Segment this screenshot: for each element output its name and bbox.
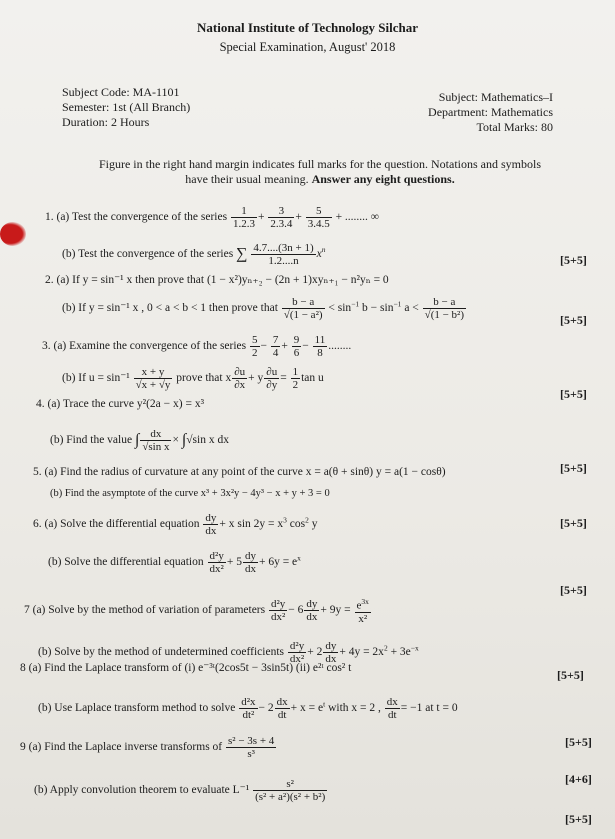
question-2a: 2. (a) If y = sin⁻¹ x then prove that (1 − x²)yₙ₊₂ − (2n + 1)xyₙ₊₁ − n²yₙ = 0: [45, 274, 389, 286]
question-9a: 9 (a) Find the Laplace inverse transforms of $\frac{\text{s² − 3s + 4}}{\text{s³}}$: [20, 735, 275, 760]
question-9b: (b) Apply convolution theorem to evaluate L⁻¹ $\frac{\text{s²}}{\text{(s² + a²)(s² + b²)}}$: [34, 778, 326, 803]
marks-last: [5+5]: [565, 812, 592, 826]
question-2b: (b) If y = sin⁻¹ x , 0 < a < b < 1 then prove that $\frac{b - a}{\text{√(1 − a²)}}$ < $\sin^{-1} b - \sin^{-1} a$ < $\frac{b - a}{\text{√(1 − b²)}}$: [62, 296, 465, 321]
instructions-line2: have their usual meaning.: [185, 172, 309, 186]
institute-title: National Institute of Technology Silchar: [196, 20, 419, 35]
marks-q5: [5+5]: [560, 461, 587, 475]
right-meta: [428, 90, 553, 135]
left-meta: [62, 85, 190, 130]
question-4b: (b) Find the value ∫ $\frac{dx}{\text{√sin x}}$ × ∫√sin x dx: [50, 428, 229, 453]
semester: Semester: 1st (All Branch): [62, 100, 191, 114]
instructions-bold: Answer any eight questions.: [311, 172, 455, 186]
marks-q6: [5+5]: [560, 516, 587, 530]
marks-q8: [5+5]: [557, 668, 584, 682]
marks-q2: [5+5]: [560, 313, 587, 327]
marks-q9b: [4+6]: [565, 772, 592, 786]
question-6a: 6. (a) Solve the differential equation $\frac{dy}{dx}$ + x $\sin 2y = x^3$ $\cos^2 y$: [33, 512, 318, 537]
question-3b: (b) If u = sin⁻¹ $\frac{x + y}{√x + √y}$ prove that x $\frac{\partial u}{\partial x}$ + y $\frac{\partial u}{\partial y}$ = $\frac{1}{2}$ tan u: [62, 366, 324, 391]
subject-code: Subject Code: MA-1101: [62, 85, 180, 99]
total-marks: Total Marks: 80: [476, 120, 553, 134]
question-8b: (b) Use Laplace transform method to solve $\frac{\text{d²x}}{\text{dt²}}$ − 2 $\frac{dx}{dt}$ + $x = e^t$ with x = 2 , $\frac{dx}{dt}$ = −1 at t = 0: [38, 696, 458, 721]
instructions-line1: Figure in the right hand margin indicates full marks for the question. Notations and symbols: [98, 157, 542, 171]
marks-q9a: [5+5]: [565, 735, 592, 749]
marks-q3: [5+5]: [560, 387, 587, 401]
question-5a: 5. (a) Find the radius of curvature at any point of the curve x = a(θ + sinθ) y = a(1 − cosθ): [33, 466, 446, 478]
marks-q7: [5+5]: [560, 583, 587, 597]
question-7a: 7 (a) Solve by the method of variation of parameters $\frac{\text{d²y}}{\text{dx²}}$ − 6 $\frac{dy}{dx}$ + 9y = $\frac{e^{3x}}{\text{x²}}$: [24, 597, 369, 625]
question-1b: (b) Test the convergence of the series ∑ $\frac{4.7....(3n + 1)}{1.2....n}$ $x^n$: [62, 242, 326, 267]
question-3a: 3. (a) Examine the convergence of the series $\frac{5}{2}$ − $\frac{7}{4}$ + $\frac{9}{6}$ − $\frac{11}{8}$ ........: [42, 334, 352, 359]
marks-q1: [5+5]: [560, 253, 587, 267]
question-7b: (b) Solve by the method of undetermined coefficients $\frac{\text{d²y}}{\text{dx²}}$ + 2 $\frac{dy}{dx}$ + $4y = 2x^2 + 3e^{-x}$: [38, 640, 419, 665]
exam-title: Special Examination, August' 2018: [219, 40, 396, 54]
question-8a: 8 (a) Find the Laplace transform of (i) e⁻³ᵗ(2cos5t − 3sin5t) (ii) e²ᵗ cos² t: [20, 662, 352, 674]
instructions: [60, 157, 580, 187]
department: Department: Mathematics: [428, 105, 553, 119]
question-4a: 4. (a) Trace the curve y²(2a − x) = x³: [36, 398, 205, 410]
question-1a: 1. (a) Test the convergence of the series $\frac{1}{1.2.3}$ + $\frac{3}{2.3.4}$ + $\frac{5}{3.4.5}$ + ........ ∞: [45, 205, 379, 230]
subject: Subject: Mathematics–I: [438, 90, 553, 104]
duration: Duration: 2 Hours: [62, 115, 150, 129]
question-5b: (b) Find the asymptote of the curve x³ + 3x²y − 4y³ − x + y + 3 = 0: [50, 488, 330, 499]
red-ink-stain: [0, 222, 26, 246]
question-6b: (b) Solve the differential equation $\frac{\text{d²y}}{\text{dx²}}$ + 5 $\frac{dy}{dx}$ + $6y = e^x$: [48, 550, 301, 575]
